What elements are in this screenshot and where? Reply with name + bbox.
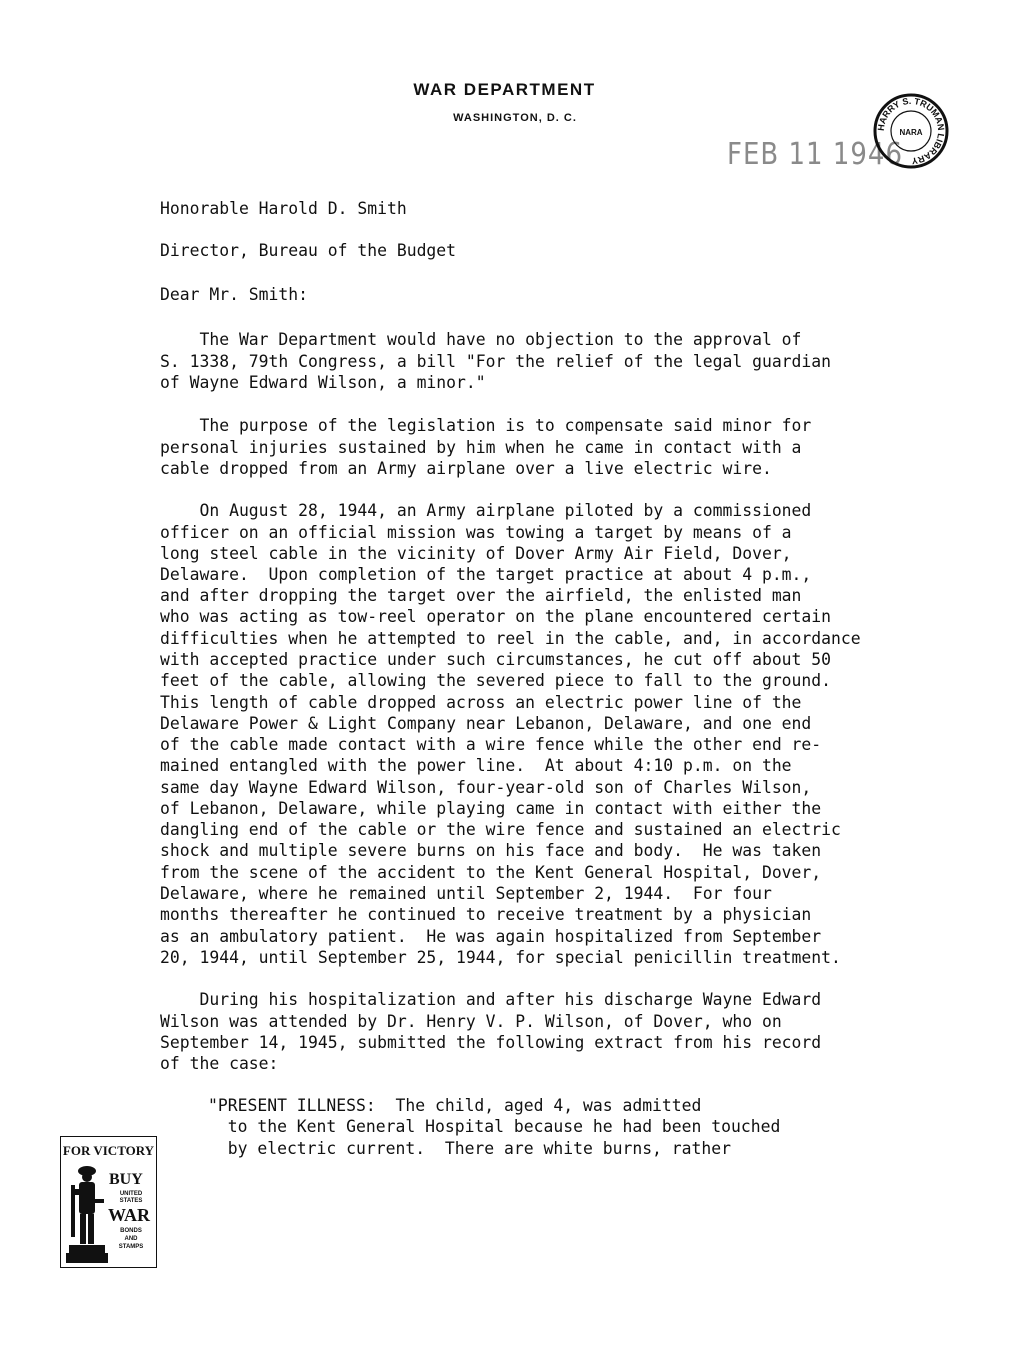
- body-line: officer on an official mission was towing a target by means of a: [160, 523, 792, 542]
- poster-headline: FOR VICTORY: [62, 1143, 155, 1158]
- body-line: During his hospitalization and after his discharge Wayne Edward: [160, 990, 822, 1009]
- body-line: 20, 1944, until September 25, 1944, for special penicillin treatment.: [160, 948, 841, 967]
- body-line: of Wayne Edward Wilson, a minor.": [160, 373, 486, 392]
- body-line: "PRESENT ILLNESS: The child, aged 4, was admitted: [208, 1096, 702, 1115]
- body-line: mained entangled with the power line. At about 4:10 p.m. on the: [160, 756, 792, 775]
- seal-inner-text: NARA: [899, 128, 923, 137]
- poster-stamps: STAMPS: [118, 1244, 144, 1250]
- body-line: Delaware Power & Light Company near Lebanon, Delaware, and one end: [160, 714, 812, 733]
- body-line: long steel cable in the vicinity of Dover Army Air Field, Dover,: [160, 544, 792, 563]
- letterhead-location: WASHINGTON, D. C.: [453, 112, 577, 124]
- body-line: by electric current. There are white burns, rather: [208, 1139, 732, 1158]
- body-line: of the cable made contact with a wire fence while the other end re-: [160, 735, 822, 754]
- body-line: The purpose of the legislation is to compensate said minor for: [160, 416, 812, 435]
- body-line: personal injuries sustained by him when he came in contact with a: [160, 438, 802, 457]
- minuteman-figure-icon: [65, 1159, 109, 1265]
- body-line: of Lebanon, Delaware, while playing came in contact with either the: [160, 799, 822, 818]
- body-line: shock and multiple severe burns on his face and body. He was taken: [160, 841, 822, 860]
- letterhead-title: WAR DEPARTMENT: [413, 80, 596, 99]
- salutation: Dear Mr. Smith:: [160, 285, 309, 304]
- poster-and: AND: [124, 1236, 138, 1242]
- body-line: Wilson was attended by Dr. Henry V. P. Wilson, of Dover, who on: [160, 1012, 782, 1031]
- poster-buy: BUY: [109, 1171, 143, 1188]
- poster-bonds: BONDS: [120, 1228, 142, 1234]
- body-line: difficulties when he attempted to reel in the cable, and, in accordance: [160, 629, 861, 648]
- body-line: dangling end of the cable or the wire fence and sustained an electric: [160, 820, 841, 839]
- poster-states: STATES: [119, 1198, 143, 1204]
- body-line: of the case:: [160, 1054, 279, 1073]
- body-line: This length of cable dropped across an electric power line of the: [160, 693, 802, 712]
- body-line: months thereafter he continued to receive treatment by a physician: [160, 905, 812, 924]
- library-seal-icon: [872, 92, 950, 170]
- poster-war: WAR: [108, 1205, 151, 1225]
- body-line: and after dropping the target over the airfield, the enlisted man: [160, 586, 802, 605]
- received-date-stamp: FEB 11 1946: [727, 137, 904, 173]
- body-line: The War Department would have no objection to the approval of: [160, 330, 802, 349]
- body-line: S. 1338, 79th Congress, a bill "For the relief of the legal guardian: [160, 352, 832, 371]
- body-line: with accepted practice under such circumstances, he cut off about 50: [160, 650, 832, 669]
- body-line: cable dropped from an Army airplane over a live electric wire.: [160, 459, 772, 478]
- poster-united: UNITED: [119, 1191, 143, 1197]
- body-line: who was acting as tow-reel operator on the plane encountered certain: [160, 607, 832, 626]
- war-bonds-poster: [60, 1136, 157, 1268]
- body-line: from the scene of the accident to the Kent General Hospital, Dover,: [160, 863, 822, 882]
- recipient-name: Honorable Harold D. Smith: [160, 199, 407, 218]
- body-line: feet of the cable, allowing the severed piece to fall to the ground.: [160, 671, 832, 690]
- body-line: same day Wayne Edward Wilson, four-year-old son of Charles Wilson,: [160, 778, 812, 797]
- body-line: September 14, 1945, submitted the following extract from his record: [160, 1033, 822, 1052]
- seal-text: HARRY S. TRUMAN LIBRARY: [875, 95, 947, 167]
- body-line: Delaware, where he remained until September 2, 1944. For four: [160, 884, 772, 903]
- body-line: Delaware. Upon completion of the target practice at about 4 p.m.,: [160, 565, 812, 584]
- body-line: as an ambulatory patient. He was again hospitalized from September: [160, 927, 822, 946]
- body-line: On August 28, 1944, an Army airplane piloted by a commissioned: [160, 501, 812, 520]
- recipient-title: Director, Bureau of the Budget: [160, 241, 457, 260]
- body-line: to the Kent General Hospital because he had been touched: [208, 1117, 781, 1136]
